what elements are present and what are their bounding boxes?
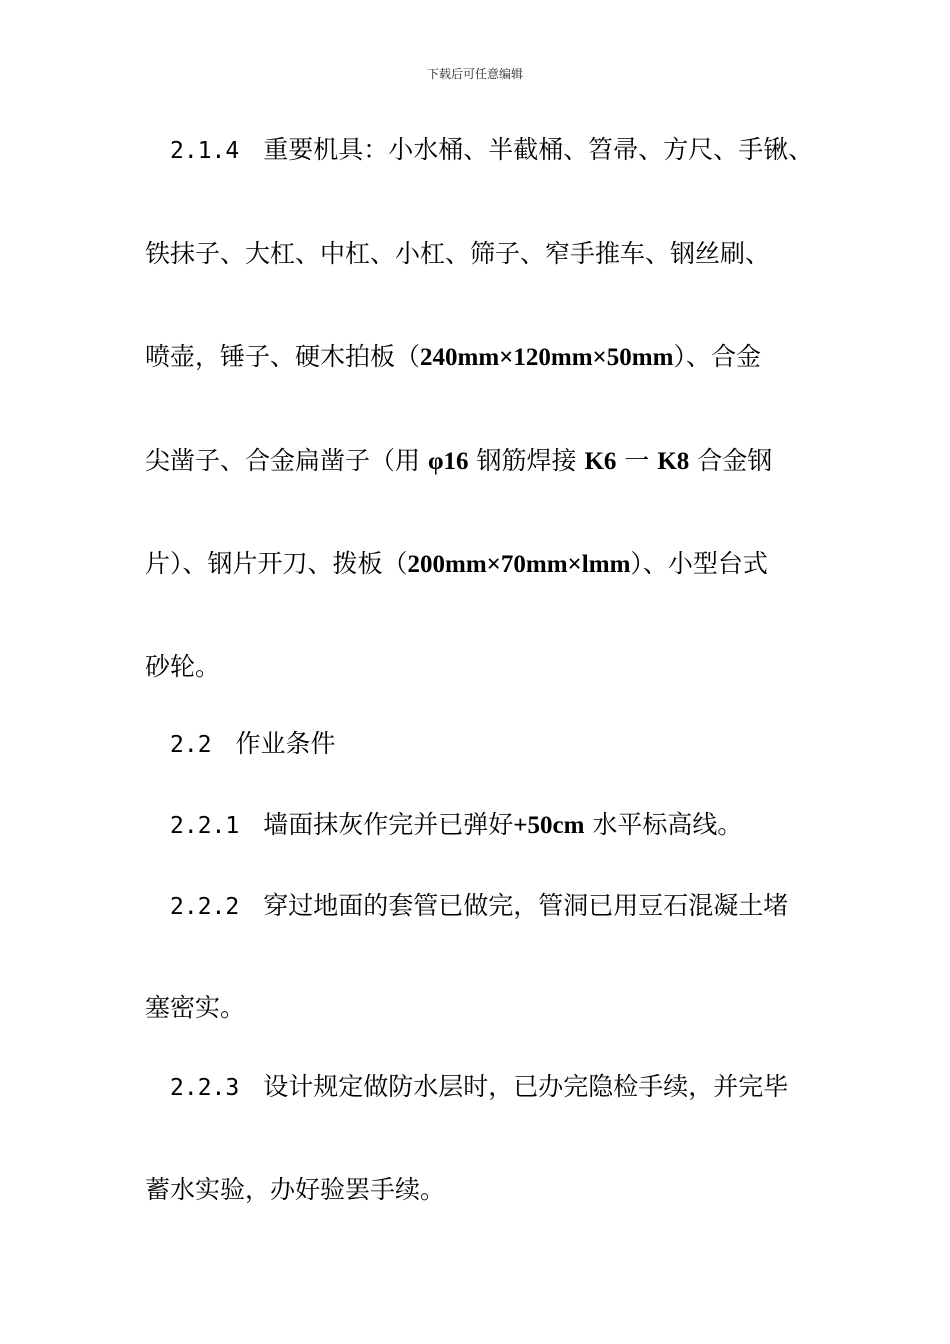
dimension-text: 240mm×120mm×50mm [420,344,674,371]
line-text: 铁抹子、大杠、中杠、小杠、筛子、窄手推车、钢丝刷、 [145,239,771,268]
para-2-1-4-line-5 [145,544,768,584]
para-2-1-4-line-4 [145,441,772,481]
line-text: 喷壶，锤子、硬木拍板（ [145,342,421,371]
line-text: 合金钢 [689,446,773,475]
para-2-2-3-line-2 [145,1170,445,1210]
section-number: 2.2.2 [170,894,240,920]
para-2-2-1 [170,805,742,845]
section-number: 2.2.3 [170,1075,240,1101]
dimension-text: 200mm×70mm×lmm [407,551,631,578]
page-header: 下载后可任意编辑 [426,67,523,81]
line-text: 钢筋焊接 [468,446,585,475]
line-text: ）、合金 [673,342,761,371]
para-2-2-2-line-1 [170,886,788,926]
line-text: 墙面抹灰作完并已弹好 [263,810,514,839]
line-text: 片）、钢片开刀、拨板（ [145,549,408,578]
section-number: 2.1.4 [170,138,240,164]
alloy-spec-k6: K6 [584,448,617,475]
section-title: 作业条件 [235,729,336,758]
section-number: 2.2 [170,732,212,758]
rebar-spec: φ16 [427,448,469,475]
line-text: 水平标高线。 [584,810,743,839]
line-text: ）、小型台式 [630,549,768,578]
line-text: 一 [616,446,658,475]
line-text: 重要机具：小水桶、半截桶、笤帚、方尺、手锹、 [263,135,814,164]
elevation-value: +50cm [513,812,585,839]
para-2-1-4-line-1 [170,130,813,170]
para-2-1-4-line-6 [145,647,220,687]
line-text: 穿过地面的套管已做完，管洞已用豆石混凝土堵 [263,891,789,920]
para-2-2-3-line-1 [170,1067,788,1107]
line-text: 尖凿子、合金扁凿子（用 [145,446,428,475]
line-text: 蓄水实验，办好验罢手续。 [145,1175,446,1204]
alloy-spec-k8: K8 [657,448,690,475]
para-2-1-4-line-2 [145,234,770,274]
section-number: 2.2.1 [170,813,240,839]
line-text: 塞密实。 [145,993,246,1022]
line-text: 砂轮。 [145,652,221,681]
section-2-2-heading [170,724,336,764]
para-2-1-4-line-3 [145,337,761,377]
line-text: 设计规定做防水层时，已办完隐检手续，并完毕 [263,1072,789,1101]
para-2-2-2-line-2 [145,988,245,1028]
